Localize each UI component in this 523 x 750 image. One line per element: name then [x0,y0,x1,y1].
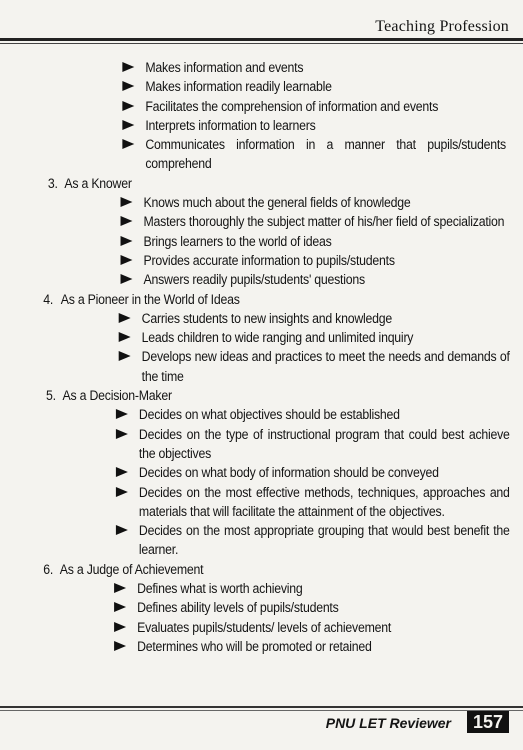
arrow-bullet-icon [122,62,134,72]
list-item [0,425,510,464]
header-rule-thin [0,43,523,44]
list-item [0,309,481,328]
list-item-text: Decides on what body of information should be conveyed [138,465,439,481]
list-item [0,521,510,560]
arrow-bullet-icon [122,120,134,130]
arrow-bullet-icon [121,236,133,246]
list-item [0,618,481,637]
list-item-text: Interprets information to learners [145,117,316,133]
arrow-bullet-icon [119,332,131,342]
header-rule [0,38,523,41]
list-item-text: Decides on the most effective methods, techniques, approaches and materials that will facilitate the attainment of the objectives. [138,484,510,519]
list-item [0,598,481,617]
list-item-text: Knows much about the general fields of knowledge [143,195,411,211]
list-item [0,405,481,424]
arrow-bullet-icon [116,467,128,477]
list-item [0,77,481,96]
section-title: As a Decision-Maker [62,388,172,404]
section-title: As a Knower [64,175,132,191]
section-number: 5. [46,388,56,404]
section-judge [0,560,481,656]
list-item [0,637,481,656]
list-item-text: Facilitates the comprehension of information and events [145,98,439,114]
section-number: 3. [47,175,58,191]
list-item-text: Evaluates pupils/students/ levels of achievement [137,619,392,635]
list-item-text: Determines who will be promoted or retained [137,638,372,654]
footer-rule-thin [0,710,523,711]
list-item-text: Masters thoroughly the subject matter of his/her field of specialization [143,214,505,230]
section-knower [0,174,505,290]
list-item-text: Answers readily pupils/students' questions [143,272,365,288]
arrow-bullet-icon [116,409,128,419]
arrow-bullet-icon [119,351,131,361]
list-item-text: Decides on the most appropriate grouping that would best benefit the learner. [138,523,510,558]
arrow-bullet-icon [121,274,133,284]
arrow-bullet-icon [121,197,133,207]
intro-list [0,58,507,174]
list-item-text: Develops new ideas and practices to meet the needs and demands of the time [141,349,510,384]
section-heading [0,290,481,309]
list-item [0,116,481,135]
list-item-text: Provides accurate information to pupils/students [143,252,395,268]
list-item [0,347,510,386]
arrow-bullet-icon [114,583,126,593]
arrow-bullet-icon [121,216,133,226]
list-item-text: Communicates information in a manner that pupils/students comprehend [145,137,507,172]
running-header-title: Teaching Profession [375,18,509,35]
section-heading [0,174,481,193]
list-item [0,193,481,212]
list-item-text: Defines what is worth achieving [137,581,303,597]
list-item-text: Makes information readily learnable [145,79,332,95]
arrow-bullet-icon [116,487,128,497]
list-item-text: Decides on the type of instructional program that could best achieve the objectives [138,426,510,461]
list-item [0,58,481,77]
arrow-bullet-icon [119,313,131,323]
arrow-bullet-icon [114,622,126,632]
list-item-text: Brings learners to the world of ideas [143,233,332,249]
arrow-bullet-icon [116,429,128,439]
arrow-bullet-icon [122,139,134,149]
list-item [0,463,481,482]
section-list [0,405,510,559]
list-item-text: Makes information and events [145,60,304,75]
list-item-text: Decides on what objectives should be established [138,407,400,423]
section-pioneer [0,290,510,386]
list-item [0,270,481,289]
arrow-bullet-icon [116,525,128,535]
section-title: As a Pioneer in the World of Ideas [60,291,240,307]
footer-rule [0,706,523,708]
arrow-bullet-icon [122,81,134,91]
list-item [0,328,481,347]
section-heading [0,560,481,579]
section-list [0,579,481,656]
section-number: 6. [43,561,54,577]
list-item [0,579,481,598]
page-content [0,58,510,656]
arrow-bullet-icon [122,101,134,111]
list-item [0,97,481,116]
section-list [0,193,505,289]
arrow-bullet-icon [114,641,126,651]
list-item-text: Carries students to new insights and knowledge [141,310,393,326]
footer-label: PNU LET Reviewer [325,715,451,731]
arrow-bullet-icon [114,602,126,612]
section-number: 4. [43,291,54,307]
section-title: As a Judge of Achievement [59,561,204,577]
section-list [0,309,510,386]
section-heading [0,386,481,405]
page-number: 157 [467,711,509,733]
list-item [0,212,505,231]
list-item-text: Leads children to wide ranging and unlimited inquiry [141,330,414,346]
list-item [0,232,481,251]
list-item-text: Defines ability levels of pupils/students [137,600,339,616]
list-item [0,483,510,522]
list-item [0,251,481,270]
section-decision-maker [0,386,510,560]
list-item [0,135,507,174]
arrow-bullet-icon [121,255,133,265]
